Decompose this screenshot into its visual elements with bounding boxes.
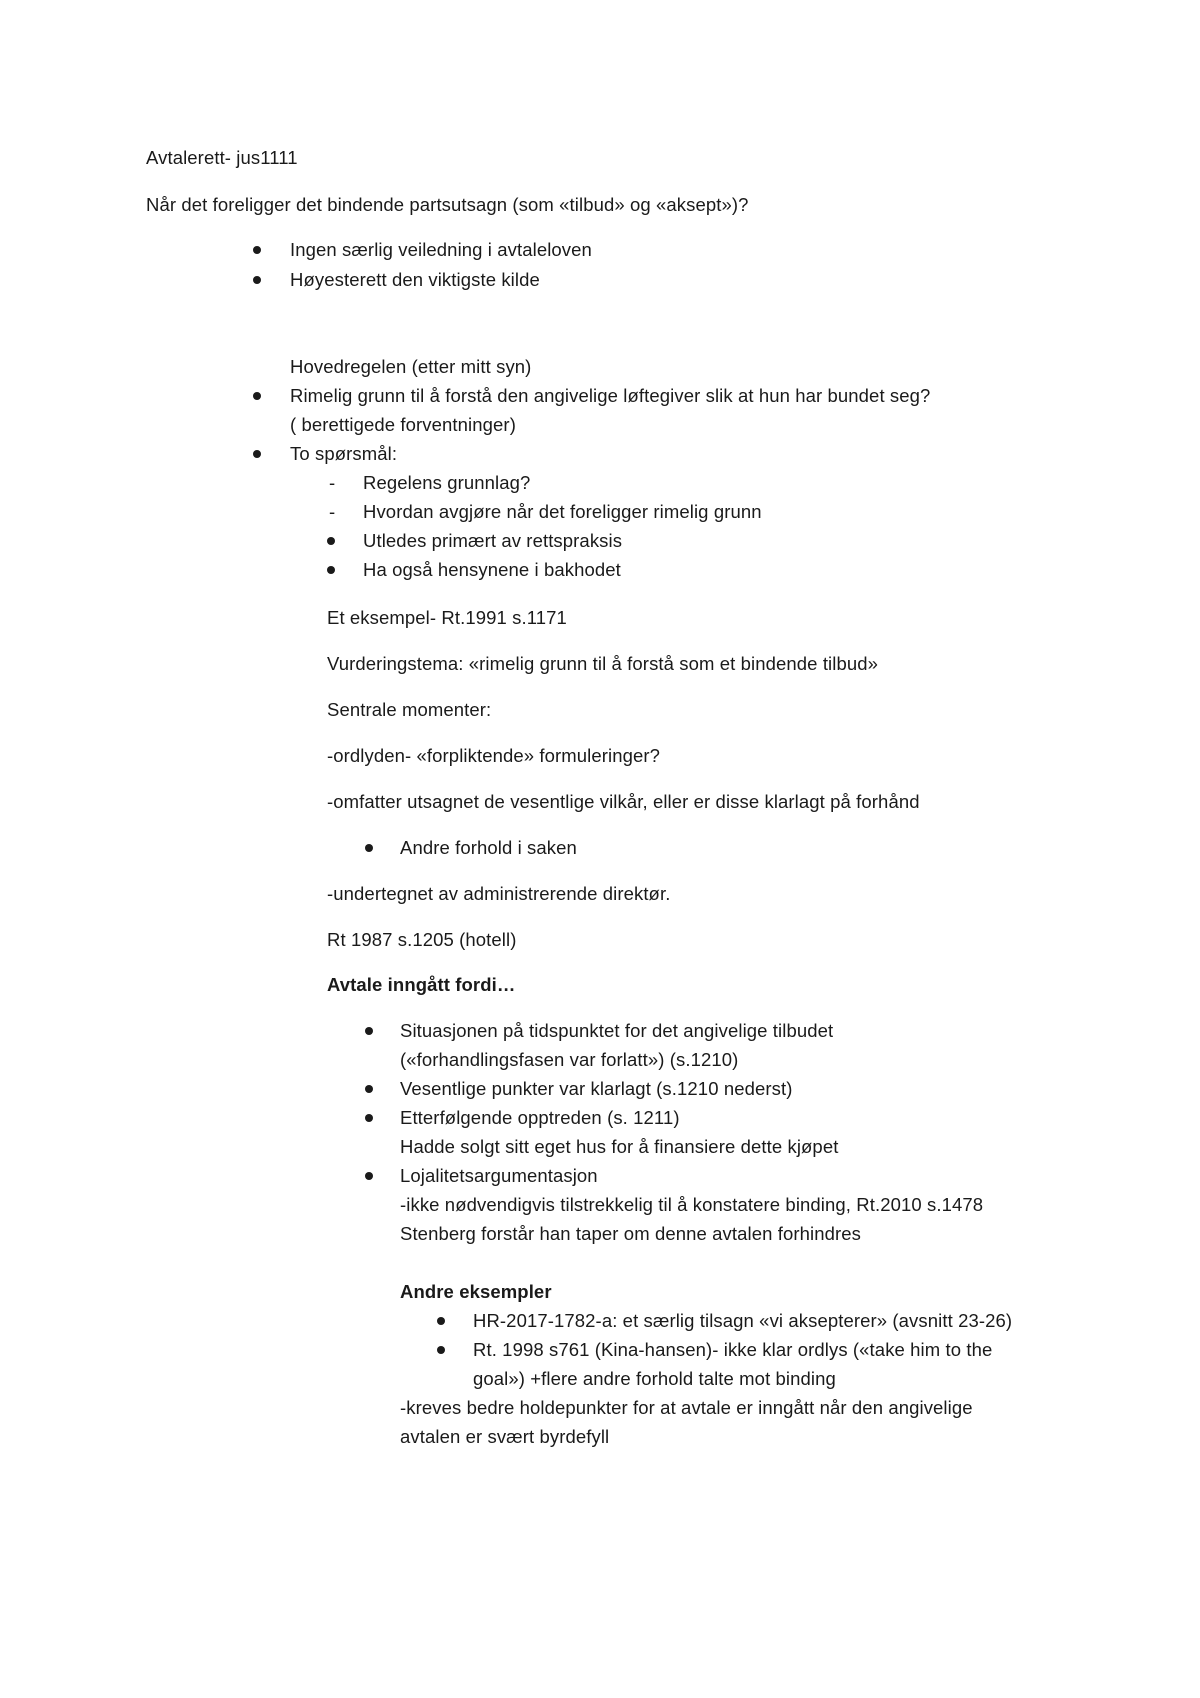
document-title: Avtalerett- jus1111 [146,147,298,168]
bullet-icon [365,1027,373,1035]
bullet-icon [253,276,261,284]
signed-by: -undertegnet av administrerende direktør. [327,883,671,904]
list-item: Regelens grunnlag? [363,472,531,493]
list-item-continuation: Stenberg forstår han taper om denne avtalen forhindres [400,1223,861,1244]
bullet-icon [253,392,261,400]
list-item: Ingen særlig veiledning i avtaleloven [290,239,592,260]
list-item-continuation: Hadde solgt sitt eget hus for å finansiere dette kjøpet [400,1136,839,1157]
bullet-icon [253,450,261,458]
closing-note-continuation: avtalen er svært byrdefyll [400,1426,610,1447]
list-item: Etterfølgende opptreden (s. 1211) [400,1107,680,1128]
assessment-theme: Vurderingstema: «rimelig grunn til å forstå som et bindende tilbud» [327,653,879,674]
hotel-case: Rt 1987 s.1205 (hotell) [327,929,517,950]
list-item: Lojalitetsargumentasjon [400,1165,598,1186]
factor-wording: -ordlyden- «forpliktende» formuleringer? [327,745,661,766]
bullet-icon [437,1317,445,1325]
agreement-heading: Avtale inngått fordi… [327,974,516,995]
bullet-icon [365,844,373,852]
list-item-continuation: goal») +flere andre forhold talte mot binding [473,1368,836,1389]
list-item-continuation: -ikke nødvendigvis tilstrekkelig til å konstatere binding, Rt.2010 s.1478 [400,1194,984,1215]
list-item: Ha også hensynene i bakhodet [363,559,621,580]
list-item: Rimelig grunn til å forstå den angivelige løftegiver slik at hun har bundet seg? [290,385,931,406]
list-item-continuation: («forhandlingsfasen var forlatt») (s.1210) [400,1049,739,1070]
example-heading: Et eksempel- Rt.1991 s.1171 [327,607,567,628]
factor-terms: -omfatter utsagnet de vesentlige vilkår, eller er disse klarlagt på forhånd [327,791,920,812]
bullet-icon [253,246,261,254]
other-examples-heading: Andre eksempler [400,1281,552,1302]
bullet-icon [437,1346,445,1354]
list-item: Utledes primært av rettspraksis [363,530,623,551]
list-item: Hvordan avgjøre når det foreligger rimelig grunn [363,501,762,522]
bullet-icon [365,1114,373,1122]
dash-marker: - [329,472,336,493]
main-question: Når det foreligger det bindende partsutsagn (som «tilbud» og «aksept»)? [146,194,749,215]
bullet-icon [365,1172,373,1180]
list-item: Andre forhold i saken [400,837,577,858]
list-item: To spørsmål: [290,443,398,464]
list-item: Rt. 1998 s761 (Kina-hansen)- ikke klar ordlys («take him to the [473,1339,993,1360]
central-factors-heading: Sentrale momenter: [327,699,492,720]
bullet-icon [365,1085,373,1093]
bullet-icon [327,566,335,574]
list-item: Høyesterett den viktigste kilde [290,269,540,290]
list-item: Situasjonen på tidspunktet for det angivelige tilbudet [400,1020,834,1041]
main-rule-heading: Hovedregelen (etter mitt syn) [290,356,532,377]
bullet-icon [327,537,335,545]
list-item-continuation: ( berettigede forventninger) [290,414,516,435]
closing-note: -kreves bedre holdepunkter for at avtale er inngått når den angivelige [400,1397,973,1418]
list-item: HR-2017-1782-a: et særlig tilsagn «vi aksepterer» (avsnitt 23-26) [473,1310,1013,1331]
list-item: Vesentlige punkter var klarlagt (s.1210 nederst) [400,1078,793,1099]
dash-marker: - [329,501,336,522]
